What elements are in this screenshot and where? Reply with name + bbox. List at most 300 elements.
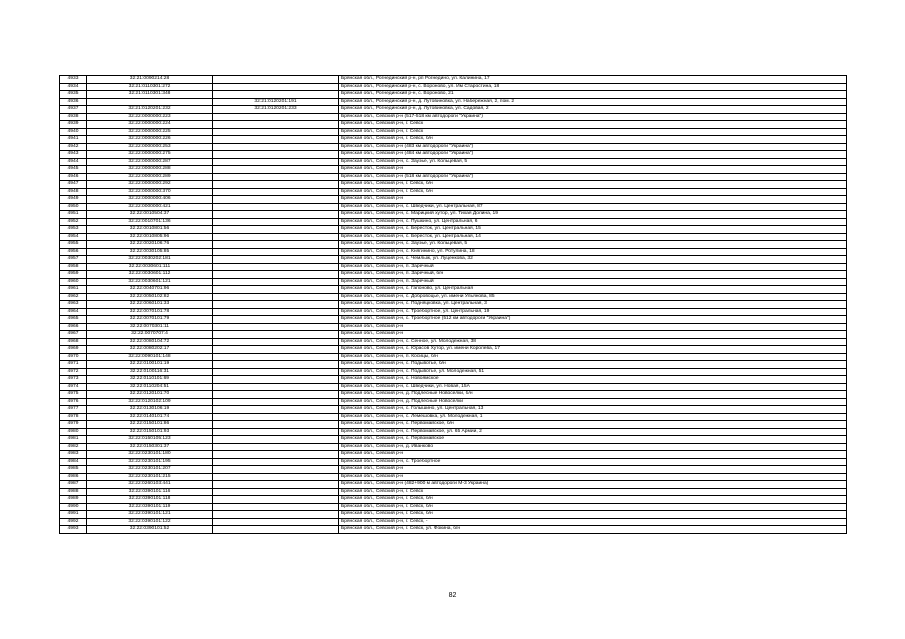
cadastral-number-cell: 32:22:0080104:72 bbox=[87, 338, 213, 346]
table-row bbox=[60, 136, 847, 144]
table-row bbox=[60, 406, 847, 414]
cadastral-number-cell: 32:22:0100116:31 bbox=[87, 368, 213, 376]
row-number-cell: 4933 bbox=[60, 76, 87, 84]
previous-cadastral-number-cell bbox=[213, 331, 339, 339]
row-number-cell: 4941 bbox=[60, 136, 87, 144]
previous-cadastral-number-cell bbox=[213, 158, 339, 166]
address-cell: Брянская обл., Севский р-н, с. Марицкий хутор, ул. Тихая Долина, 19 bbox=[339, 211, 847, 219]
cadastral-number-cell: 32:22:0000000:253 bbox=[87, 143, 213, 151]
table-row bbox=[60, 481, 847, 489]
previous-cadastral-number-cell bbox=[213, 518, 339, 526]
address-cell: Брянская обл., Севский р-н, с. Подняцковка, ул. Центральная, 3 bbox=[339, 301, 847, 309]
cadastral-number-cell: 32:22:0030601:121 bbox=[87, 278, 213, 286]
row-number-cell: 4934 bbox=[60, 83, 87, 91]
address-cell: Брянская обл., Севский р-н bbox=[339, 473, 847, 481]
cadastral-number-cell: 32:22:0260103:441 bbox=[87, 481, 213, 489]
cadastral-number-cell: 32:22:0040701:96 bbox=[87, 286, 213, 294]
address-cell: Брянская обл., Севский р-н, с. Лемешовка, ул. Молодежная, 1 bbox=[339, 413, 847, 421]
address-cell: Брянская обл., Севский р-н, с. Подывотье, б/н bbox=[339, 361, 847, 369]
address-cell: Брянская обл., Севский р-н, с. Шведчики, ул. Центральная, 87 bbox=[339, 203, 847, 211]
cadastral-number-cell: 32:22:0030601:112 bbox=[87, 271, 213, 279]
row-number-cell: 4991 bbox=[60, 511, 87, 519]
row-number-cell: 4988 bbox=[60, 488, 87, 496]
address-cell: Брянская обл., Севский р-н, п. Заречный bbox=[339, 263, 847, 271]
cadastral-number-cell bbox=[87, 98, 213, 106]
cadastral-number-cell: 32:22:0050102:82 bbox=[87, 293, 213, 301]
cadastral-number-cell: 32:22:0390101:52 bbox=[87, 526, 213, 534]
previous-cadastral-number-cell bbox=[213, 218, 339, 226]
address-cell: Брянская обл., Севский р-н bbox=[339, 451, 847, 459]
previous-cadastral-number-cell bbox=[213, 368, 339, 376]
cadastral-number-cell: 32:22:0030601:111 bbox=[87, 263, 213, 271]
address-cell: Брянская обл., Севский р-н, с. Сенное, ул. Молодежная, 38 bbox=[339, 338, 847, 346]
address-cell: Брянская обл., Севский р-н, с. Зауэье, ул. Кольцевая, 5 bbox=[339, 241, 847, 249]
cadastral-number-cell: 32:22:0230101:215 bbox=[87, 473, 213, 481]
cadastral-number-cell: 32:22:0230101:207 bbox=[87, 466, 213, 474]
row-number-cell: 4983 bbox=[60, 451, 87, 459]
table-row bbox=[60, 443, 847, 451]
previous-cadastral-number-cell bbox=[213, 166, 339, 174]
cadastral-number-cell: 32:22:0000000:292 bbox=[87, 181, 213, 189]
address-cell: Брянская обл., Севский р-н, с. Бересток, ул. Центральная, 15 bbox=[339, 226, 847, 234]
table-row bbox=[60, 511, 847, 519]
row-number-cell: 4958 bbox=[60, 263, 87, 271]
previous-cadastral-number-cell bbox=[213, 233, 339, 241]
table-row bbox=[60, 226, 847, 234]
row-number-cell: 4976 bbox=[60, 398, 87, 406]
cadastral-number-cell: 32:22:0070101:78 bbox=[87, 308, 213, 316]
row-number-cell: 4993 bbox=[60, 526, 87, 534]
row-number-cell: 4949 bbox=[60, 196, 87, 204]
previous-cadastral-number-cell bbox=[213, 271, 339, 279]
row-number-cell: 4950 bbox=[60, 203, 87, 211]
previous-cadastral-number-cell bbox=[213, 346, 339, 354]
table-row bbox=[60, 196, 847, 204]
cadastral-number-cell: 32:22:0000000:370 bbox=[87, 188, 213, 196]
cadastral-number-cell: 32:22:0150101:86 bbox=[87, 421, 213, 429]
page-number: 82 bbox=[448, 592, 457, 599]
row-number-cell: 4987 bbox=[60, 481, 87, 489]
address-cell: Брянская обл., Рогнединский р-н, с. Вороново, 21 bbox=[339, 91, 847, 99]
cadastral-number-cell: 32:22:0000000:275 bbox=[87, 151, 213, 159]
address-cell: Брянская обл., Рогнединский р-н, рп Рогнедино, ул. Калинина, 17 bbox=[339, 76, 847, 84]
row-number-cell: 4966 bbox=[60, 323, 87, 331]
table-row bbox=[60, 241, 847, 249]
row-number-cell: 4946 bbox=[60, 173, 87, 181]
row-number-cell: 4964 bbox=[60, 308, 87, 316]
table-row bbox=[60, 158, 847, 166]
previous-cadastral-number-cell bbox=[213, 151, 339, 159]
address-cell: Брянская обл., Севский р-н, с. Гапоново, ул. Центральная bbox=[339, 286, 847, 294]
table-row bbox=[60, 188, 847, 196]
table-row bbox=[60, 391, 847, 399]
table-row bbox=[60, 181, 847, 189]
previous-cadastral-number-cell bbox=[213, 428, 339, 436]
cadastral-number-cell: 32:22:0390101:122 bbox=[87, 518, 213, 526]
cadastral-number-cell: 32:22:0010504:37 bbox=[87, 211, 213, 219]
address-cell: Брянская обл., Севский р-н, с. Голышино, ул. Центральная, 13 bbox=[339, 406, 847, 414]
address-cell: Брянская обл., Севский р-н, с. Троебортное (512 км автодороги "Украина") bbox=[339, 316, 847, 324]
previous-cadastral-number-cell bbox=[213, 91, 339, 99]
cadastral-number-cell: 32:22:0140101:74 bbox=[87, 413, 213, 421]
previous-cadastral-number-cell bbox=[213, 128, 339, 136]
address-cell: Брянская обл., Севский р-н, с. Подывотье, ул. Молодежная, 51 bbox=[339, 368, 847, 376]
previous-cadastral-number-cell bbox=[213, 248, 339, 256]
row-number-cell: 4969 bbox=[60, 346, 87, 354]
row-number-cell: 4940 bbox=[60, 128, 87, 136]
cadastral-number-cell: 32:22:0070301:11 bbox=[87, 323, 213, 331]
cadastral-number-cell: 32:22:0390101:118 bbox=[87, 496, 213, 504]
address-cell: Брянская обл., Севский р-н (517-518 км автодороги "Украина") bbox=[339, 113, 847, 121]
address-cell: Брянская обл., Севский р-н, д. Иванково bbox=[339, 443, 847, 451]
row-number-cell: 4939 bbox=[60, 121, 87, 129]
address-cell: Брянская обл., Севский р-н, с. Первомайское, ул. 65 Армии, 2 bbox=[339, 428, 847, 436]
table-row bbox=[60, 83, 847, 91]
table-row bbox=[60, 173, 847, 181]
row-number-cell: 4974 bbox=[60, 383, 87, 391]
row-number-cell: 4936 bbox=[60, 98, 87, 106]
cadastral-number-cell: 32:22:0030105:85 bbox=[87, 248, 213, 256]
table-row bbox=[60, 421, 847, 429]
cadastral-number-cell: 32:22:0080202:17 bbox=[87, 346, 213, 354]
previous-cadastral-number-cell bbox=[213, 143, 339, 151]
address-cell: Брянская обл., Севский р-н, п. Заречный bbox=[339, 278, 847, 286]
address-cell: Брянская обл., Севский р-н, с. Троебортное bbox=[339, 458, 847, 466]
registry-table bbox=[59, 75, 847, 534]
previous-cadastral-number-cell bbox=[213, 76, 339, 84]
address-cell: Брянская обл., Севский р-н, с. Юрасов Хутор, ул. имени Королева, 17 bbox=[339, 346, 847, 354]
table-row bbox=[60, 271, 847, 279]
table-row bbox=[60, 248, 847, 256]
previous-cadastral-number-cell bbox=[213, 301, 339, 309]
table-row bbox=[60, 121, 847, 129]
row-number-cell: 4981 bbox=[60, 436, 87, 444]
cadastral-number-cell: 32:22:0000000:421 bbox=[87, 203, 213, 211]
table-row bbox=[60, 428, 847, 436]
table-row bbox=[60, 286, 847, 294]
table-row bbox=[60, 278, 847, 286]
row-number-cell: 4972 bbox=[60, 368, 87, 376]
previous-cadastral-number-cell bbox=[213, 286, 339, 294]
address-cell: Брянская обл., Севский р-н, с. Первомайское, б/н bbox=[339, 421, 847, 429]
previous-cadastral-number-cell bbox=[213, 196, 339, 204]
table-row bbox=[60, 218, 847, 226]
table-row bbox=[60, 383, 847, 391]
cadastral-number-cell: 32:22:0110204:51 bbox=[87, 383, 213, 391]
row-number-cell: 4963 bbox=[60, 301, 87, 309]
cadastral-number-cell: 32:22:0390101:121 bbox=[87, 511, 213, 519]
row-number-cell: 4977 bbox=[60, 406, 87, 414]
row-number-cell: 4986 bbox=[60, 473, 87, 481]
row-number-cell: 4957 bbox=[60, 256, 87, 264]
address-cell: Брянская обл., Севский р-н, г. Севск, б/н bbox=[339, 511, 847, 519]
cadastral-number-cell: 32:22:0090101:148 bbox=[87, 353, 213, 361]
table-row bbox=[60, 458, 847, 466]
row-number-cell: 4982 bbox=[60, 443, 87, 451]
cadastral-number-cell: 32:22:0010701:136 bbox=[87, 218, 213, 226]
previous-cadastral-number-cell bbox=[213, 278, 339, 286]
row-number-cell: 4954 bbox=[60, 233, 87, 241]
table-row bbox=[60, 293, 847, 301]
table-row bbox=[60, 451, 847, 459]
row-number-cell: 4967 bbox=[60, 331, 87, 339]
table-row bbox=[60, 466, 847, 474]
address-cell: Брянская обл., Севский р-н (483 км автодороги "Украина") bbox=[339, 143, 847, 151]
table-row bbox=[60, 413, 847, 421]
previous-cadastral-number-cell: 32:21:0120201:191 bbox=[213, 98, 339, 106]
previous-cadastral-number-cell bbox=[213, 458, 339, 466]
address-cell: Брянская обл., Севский р-н bbox=[339, 196, 847, 204]
previous-cadastral-number-cell bbox=[213, 136, 339, 144]
address-cell: Брянская обл., Севский р-н, с. Добровоцье, ул. имени Ульянова, 85 bbox=[339, 293, 847, 301]
table-row bbox=[60, 368, 847, 376]
address-cell: Брянская обл., Севский р-н, с. Чемлыж, ул. Луценкова, 32 bbox=[339, 256, 847, 264]
address-cell: Брянская обл., Севский р-н bbox=[339, 323, 847, 331]
cadastral-number-cell: 32:22:0000000:287 bbox=[87, 158, 213, 166]
previous-cadastral-number-cell bbox=[213, 211, 339, 219]
address-cell: Брянская обл., Севский р-н (518 км автодороги "Украина") bbox=[339, 173, 847, 181]
cadastral-number-cell: 32:22:0390101:119 bbox=[87, 503, 213, 511]
cadastral-number-cell: 32:22:0000000:224 bbox=[87, 121, 213, 129]
previous-cadastral-number-cell bbox=[213, 308, 339, 316]
row-number-cell: 4961 bbox=[60, 286, 87, 294]
address-cell: Брянская обл., Севский р-н, д. Подлесные Новоселки bbox=[339, 398, 847, 406]
table-row bbox=[60, 316, 847, 324]
cadastral-number-cell: 32:22:0000000:225 bbox=[87, 128, 213, 136]
cadastral-number-cell: 32:22:0130106:19 bbox=[87, 406, 213, 414]
row-number-cell: 4971 bbox=[60, 361, 87, 369]
address-cell: Брянская обл., Севский р-н, с. Пушкино, ул. Центральная, 6 bbox=[339, 218, 847, 226]
table-row bbox=[60, 211, 847, 219]
table-row bbox=[60, 106, 847, 114]
address-cell: Брянская обл., Рогнединский р-н, с. Вороново, ул. Им Старостина, 18 bbox=[339, 83, 847, 91]
previous-cadastral-number-cell bbox=[213, 421, 339, 429]
row-number-cell: 4984 bbox=[60, 458, 87, 466]
table-row bbox=[60, 518, 847, 526]
row-number-cell: 4978 bbox=[60, 413, 87, 421]
previous-cadastral-number-cell bbox=[213, 511, 339, 519]
table-row bbox=[60, 488, 847, 496]
row-number-cell: 4935 bbox=[60, 91, 87, 99]
previous-cadastral-number-cell bbox=[213, 181, 339, 189]
row-number-cell: 4973 bbox=[60, 376, 87, 384]
cadastral-number-cell: 32:22:0110101:69 bbox=[87, 376, 213, 384]
previous-cadastral-number-cell bbox=[213, 203, 339, 211]
cadastral-number-cell: 32:21:0090214:28 bbox=[87, 76, 213, 84]
address-cell: Брянская обл., Севский р-н bbox=[339, 466, 847, 474]
row-number-cell: 4965 bbox=[60, 316, 87, 324]
address-cell: Брянская обл., Севский р-н, г. Севск, б/н bbox=[339, 188, 847, 196]
address-cell: Брянская обл., Рогнединский р-н, д. Лутовиновка, ул. Набережная, 2, пом. 2 bbox=[339, 98, 847, 106]
row-number-cell: 4952 bbox=[60, 218, 87, 226]
previous-cadastral-number-cell bbox=[213, 293, 339, 301]
previous-cadastral-number-cell bbox=[213, 503, 339, 511]
table-row bbox=[60, 256, 847, 264]
cadastral-number-cell: 32:22:0120102:109 bbox=[87, 398, 213, 406]
table-row bbox=[60, 323, 847, 331]
table-row bbox=[60, 151, 847, 159]
cadastral-number-cell: 32:22:0030202:181 bbox=[87, 256, 213, 264]
cadastral-number-cell: 32:22:0010801:56 bbox=[87, 226, 213, 234]
row-number-cell: 4962 bbox=[60, 293, 87, 301]
registry-table-body bbox=[60, 76, 847, 534]
row-number-cell: 4948 bbox=[60, 188, 87, 196]
table-row bbox=[60, 376, 847, 384]
previous-cadastral-number-cell bbox=[213, 188, 339, 196]
previous-cadastral-number-cell bbox=[213, 466, 339, 474]
table-row bbox=[60, 338, 847, 346]
row-number-cell: 4951 bbox=[60, 211, 87, 219]
previous-cadastral-number-cell bbox=[213, 406, 339, 414]
address-cell: Брянская обл., Севский р-н, с. Первомайское bbox=[339, 436, 847, 444]
table-row bbox=[60, 301, 847, 309]
cadastral-number-cell: 32:21:0110301:348 bbox=[87, 91, 213, 99]
cadastral-number-cell: 32:22:0100101:19 bbox=[87, 361, 213, 369]
previous-cadastral-number-cell bbox=[213, 323, 339, 331]
address-cell: Брянская обл., Севский р-н, г. Севск, - bbox=[339, 518, 847, 526]
cadastral-number-cell: 32:22:0010805:96 bbox=[87, 233, 213, 241]
table-row bbox=[60, 233, 847, 241]
address-cell: Брянская обл., Севский р-н, г. Севск, б/н bbox=[339, 181, 847, 189]
address-cell: Брянская обл., Севский р-н, с. Троебортное, ул. Центральная, 19 bbox=[339, 308, 847, 316]
previous-cadastral-number-cell bbox=[213, 391, 339, 399]
cadastral-number-cell: 32:22:0070101:79 bbox=[87, 316, 213, 324]
cadastral-number-cell: 32:22:0000000:289 bbox=[87, 173, 213, 181]
cadastral-number-cell: 32:21:0120201:232 bbox=[87, 106, 213, 114]
table-row bbox=[60, 346, 847, 354]
cadastral-number-cell: 32:22:0150301:37 bbox=[87, 443, 213, 451]
table-row bbox=[60, 91, 847, 99]
address-cell: Брянская обл., Севский р-н, д. Подлесные Новоселки, б/н bbox=[339, 391, 847, 399]
table-row bbox=[60, 166, 847, 174]
previous-cadastral-number-cell bbox=[213, 488, 339, 496]
address-cell: Брянская обл., Севский р-н, г. Севск bbox=[339, 488, 847, 496]
previous-cadastral-number-cell bbox=[213, 338, 339, 346]
row-number-cell: 4975 bbox=[60, 391, 87, 399]
cadastral-number-cell: 32:22:0230101:195 bbox=[87, 458, 213, 466]
row-number-cell: 4956 bbox=[60, 248, 87, 256]
previous-cadastral-number-cell bbox=[213, 436, 339, 444]
previous-cadastral-number-cell bbox=[213, 473, 339, 481]
address-cell: Брянская обл., Севский р-н, г. Севск bbox=[339, 121, 847, 129]
table-row bbox=[60, 128, 847, 136]
row-number-cell: 4980 bbox=[60, 428, 87, 436]
previous-cadastral-number-cell bbox=[213, 376, 339, 384]
address-cell: Брянская обл., Севский р-н, г. Севск bbox=[339, 128, 847, 136]
previous-cadastral-number-cell bbox=[213, 173, 339, 181]
cadastral-number-cell: 32:22:0150101:93 bbox=[87, 428, 213, 436]
table-row bbox=[60, 503, 847, 511]
address-cell: Брянская обл., Севский р-н, г. Севск, ул. Фокина, б/н bbox=[339, 526, 847, 534]
address-cell: Брянская обл., Севский р-н bbox=[339, 166, 847, 174]
table-row bbox=[60, 203, 847, 211]
table-row bbox=[60, 263, 847, 271]
address-cell: Брянская обл., Севский р-н (484 км автодороги "Украина") bbox=[339, 151, 847, 159]
cadastral-number-cell: 32:22:0000000:223 bbox=[87, 113, 213, 121]
previous-cadastral-number-cell bbox=[213, 398, 339, 406]
previous-cadastral-number-cell bbox=[213, 413, 339, 421]
cadastral-number-cell: 32:21:0110301:272 bbox=[87, 83, 213, 91]
cadastral-number-cell: 32:22:0120101:70 bbox=[87, 391, 213, 399]
row-number-cell: 4959 bbox=[60, 271, 87, 279]
row-number-cell: 4989 bbox=[60, 496, 87, 504]
row-number-cell: 4955 bbox=[60, 241, 87, 249]
previous-cadastral-number-cell bbox=[213, 526, 339, 534]
previous-cadastral-number-cell bbox=[213, 263, 339, 271]
address-cell: Брянская обл., Севский р-н, г. Севск, б/н bbox=[339, 136, 847, 144]
row-number-cell: 4990 bbox=[60, 503, 87, 511]
cadastral-number-cell: 32:22:0000000:288 bbox=[87, 166, 213, 174]
table-row bbox=[60, 113, 847, 121]
previous-cadastral-number-cell bbox=[213, 481, 339, 489]
table-row bbox=[60, 308, 847, 316]
previous-cadastral-number-cell: 32:21:0120201:233 bbox=[213, 106, 339, 114]
table-row bbox=[60, 353, 847, 361]
row-number-cell: 4970 bbox=[60, 353, 87, 361]
cadastral-number-cell: 32:22:0000000:226 bbox=[87, 136, 213, 144]
previous-cadastral-number-cell bbox=[213, 316, 339, 324]
previous-cadastral-number-cell bbox=[213, 383, 339, 391]
table-row bbox=[60, 98, 847, 106]
address-cell: Брянская обл., Севский р-н (482+900 м автодороги М-3 Украина) bbox=[339, 481, 847, 489]
cadastral-number-cell: 32:22:0230101:180 bbox=[87, 451, 213, 459]
row-number-cell: 4985 bbox=[60, 466, 87, 474]
table-row bbox=[60, 473, 847, 481]
address-cell: Брянская обл., Севский р-н, с. Шведчики, ул. Новая, 15А bbox=[339, 383, 847, 391]
table-row bbox=[60, 143, 847, 151]
row-number-cell: 4937 bbox=[60, 106, 87, 114]
address-cell: Брянская обл., Севский р-н bbox=[339, 331, 847, 339]
address-cell: Брянская обл., Севский р-н, с. Бересток, ул. Центральная, 14 bbox=[339, 233, 847, 241]
row-number-cell: 4945 bbox=[60, 166, 87, 174]
previous-cadastral-number-cell bbox=[213, 121, 339, 129]
cadastral-number-cell: 32:22:0000000:406 bbox=[87, 196, 213, 204]
address-cell: Брянская обл., Севский р-н, с. Новоямское bbox=[339, 376, 847, 384]
previous-cadastral-number-cell bbox=[213, 496, 339, 504]
table-row bbox=[60, 331, 847, 339]
cadastral-number-cell: 32:22:0070707:4 bbox=[87, 331, 213, 339]
table-row bbox=[60, 526, 847, 534]
row-number-cell: 4960 bbox=[60, 278, 87, 286]
row-number-cell: 4953 bbox=[60, 226, 87, 234]
cadastral-number-cell: 32:22:0060101:33 bbox=[87, 301, 213, 309]
address-cell: Брянская обл., Севский р-н, п. Косицы, б/н bbox=[339, 353, 847, 361]
row-number-cell: 4944 bbox=[60, 158, 87, 166]
address-cell: Брянская обл., Севский р-н, с. Зауэье, ул. Кольцевая, 5 bbox=[339, 158, 847, 166]
address-cell: Брянская обл., Рогнединский р-н, д. Лутовиновка, ул. Садовая, 2 bbox=[339, 106, 847, 114]
row-number-cell: 4938 bbox=[60, 113, 87, 121]
table-row bbox=[60, 361, 847, 369]
row-number-cell: 4943 bbox=[60, 151, 87, 159]
cadastral-number-cell: 32:22:0020106:76 bbox=[87, 241, 213, 249]
previous-cadastral-number-cell bbox=[213, 226, 339, 234]
previous-cadastral-number-cell bbox=[213, 113, 339, 121]
cadastral-number-cell: 32:22:0390101:116 bbox=[87, 488, 213, 496]
previous-cadastral-number-cell bbox=[213, 241, 339, 249]
address-cell: Брянская обл., Севский р-н, г. Севск, б/н bbox=[339, 503, 847, 511]
table-row bbox=[60, 496, 847, 504]
address-cell: Брянская обл., Севский р-н, г. Севск, б/н bbox=[339, 496, 847, 504]
row-number-cell: 4968 bbox=[60, 338, 87, 346]
row-number-cell: 4992 bbox=[60, 518, 87, 526]
row-number-cell: 4942 bbox=[60, 143, 87, 151]
previous-cadastral-number-cell bbox=[213, 451, 339, 459]
address-cell: Брянская обл., Севский р-н, с. Княгинино, ул. Ротулина, 18 bbox=[339, 248, 847, 256]
row-number-cell: 4979 bbox=[60, 421, 87, 429]
previous-cadastral-number-cell bbox=[213, 361, 339, 369]
row-number-cell: 4947 bbox=[60, 181, 87, 189]
previous-cadastral-number-cell bbox=[213, 256, 339, 264]
